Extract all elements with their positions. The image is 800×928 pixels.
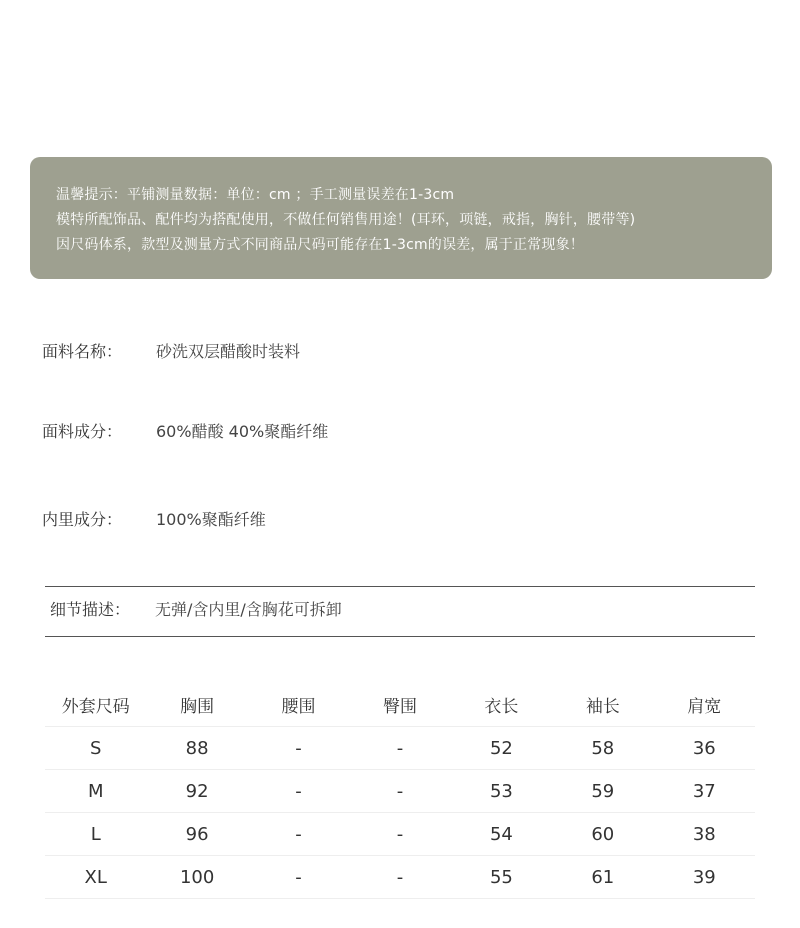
fabric-name-label: 面料名称：: [42, 342, 123, 361]
cell-bust: 88: [146, 727, 247, 770]
header-size: 外套尺码: [45, 683, 146, 727]
cell-hip: -: [349, 813, 450, 856]
size-table: [45, 683, 755, 899]
cell-size: S: [45, 727, 146, 770]
notice-line: 因尺码体系，款型及测量方式不同商品尺码可能存在1-3cm的误差，属于正常现象！: [56, 237, 584, 253]
detail-value: 无弹/含内里/含胸花可拆卸: [155, 600, 342, 619]
detail-row: [50, 600, 342, 620]
header-length: 衣长: [451, 683, 552, 727]
cell-waist: -: [248, 770, 349, 813]
notice-line: 温馨提示：平铺测量数据：单位：cm ；手工测量误差在1-3cm: [56, 187, 455, 203]
fabric-composition-label: 面料成分：: [42, 422, 123, 441]
cell-shoulder: 36: [654, 727, 755, 770]
cell-size: M: [45, 770, 146, 813]
cell-shoulder: 38: [654, 813, 755, 856]
cell-length: 52: [451, 727, 552, 770]
table-row: [45, 727, 755, 770]
cell-length: 53: [451, 770, 552, 813]
header-hip: 臀围: [349, 683, 450, 727]
fabric-name-row: [42, 342, 300, 362]
cell-bust: 96: [146, 813, 247, 856]
cell-bust: 92: [146, 770, 247, 813]
table-row: [45, 856, 755, 899]
notice-box: [30, 157, 772, 279]
cell-size: XL: [45, 856, 146, 899]
cell-sleeve: 60: [552, 813, 653, 856]
lining-composition-value: 100%聚酯纤维: [156, 510, 266, 529]
cell-length: 55: [451, 856, 552, 899]
cell-sleeve: 59: [552, 770, 653, 813]
cell-sleeve: 58: [552, 727, 653, 770]
header-waist: 腰围: [248, 683, 349, 727]
fabric-name-value: 砂洗双层醋酸时装料: [156, 342, 301, 361]
divider: [45, 636, 755, 637]
cell-waist: -: [248, 727, 349, 770]
table-row: [45, 770, 755, 813]
cell-shoulder: 39: [654, 856, 755, 899]
detail-label: 细节描述：: [50, 600, 131, 619]
lining-composition-label: 内里成分：: [42, 510, 123, 529]
notice-line: 模特所配饰品、配件均为搭配使用，不做任何销售用途！(耳环，项链，戒指，胸针，腰带等): [56, 212, 636, 228]
cell-length: 54: [451, 813, 552, 856]
fabric-composition-row: [42, 422, 328, 442]
cell-hip: -: [349, 727, 450, 770]
cell-hip: -: [349, 770, 450, 813]
cell-bust: 100: [146, 856, 247, 899]
table-row: [45, 813, 755, 856]
divider: [45, 586, 755, 587]
cell-hip: -: [349, 856, 450, 899]
cell-shoulder: 37: [654, 770, 755, 813]
size-table-header-row: [45, 683, 755, 727]
cell-waist: -: [248, 856, 349, 899]
header-bust: 胸围: [146, 683, 247, 727]
header-shoulder: 肩宽: [654, 683, 755, 727]
header-sleeve: 袖长: [552, 683, 653, 727]
cell-sleeve: 61: [552, 856, 653, 899]
cell-waist: -: [248, 813, 349, 856]
lining-composition-row: [42, 510, 266, 530]
cell-size: L: [45, 813, 146, 856]
fabric-composition-value: 60%醋酸 40%聚酯纤维: [156, 422, 329, 441]
